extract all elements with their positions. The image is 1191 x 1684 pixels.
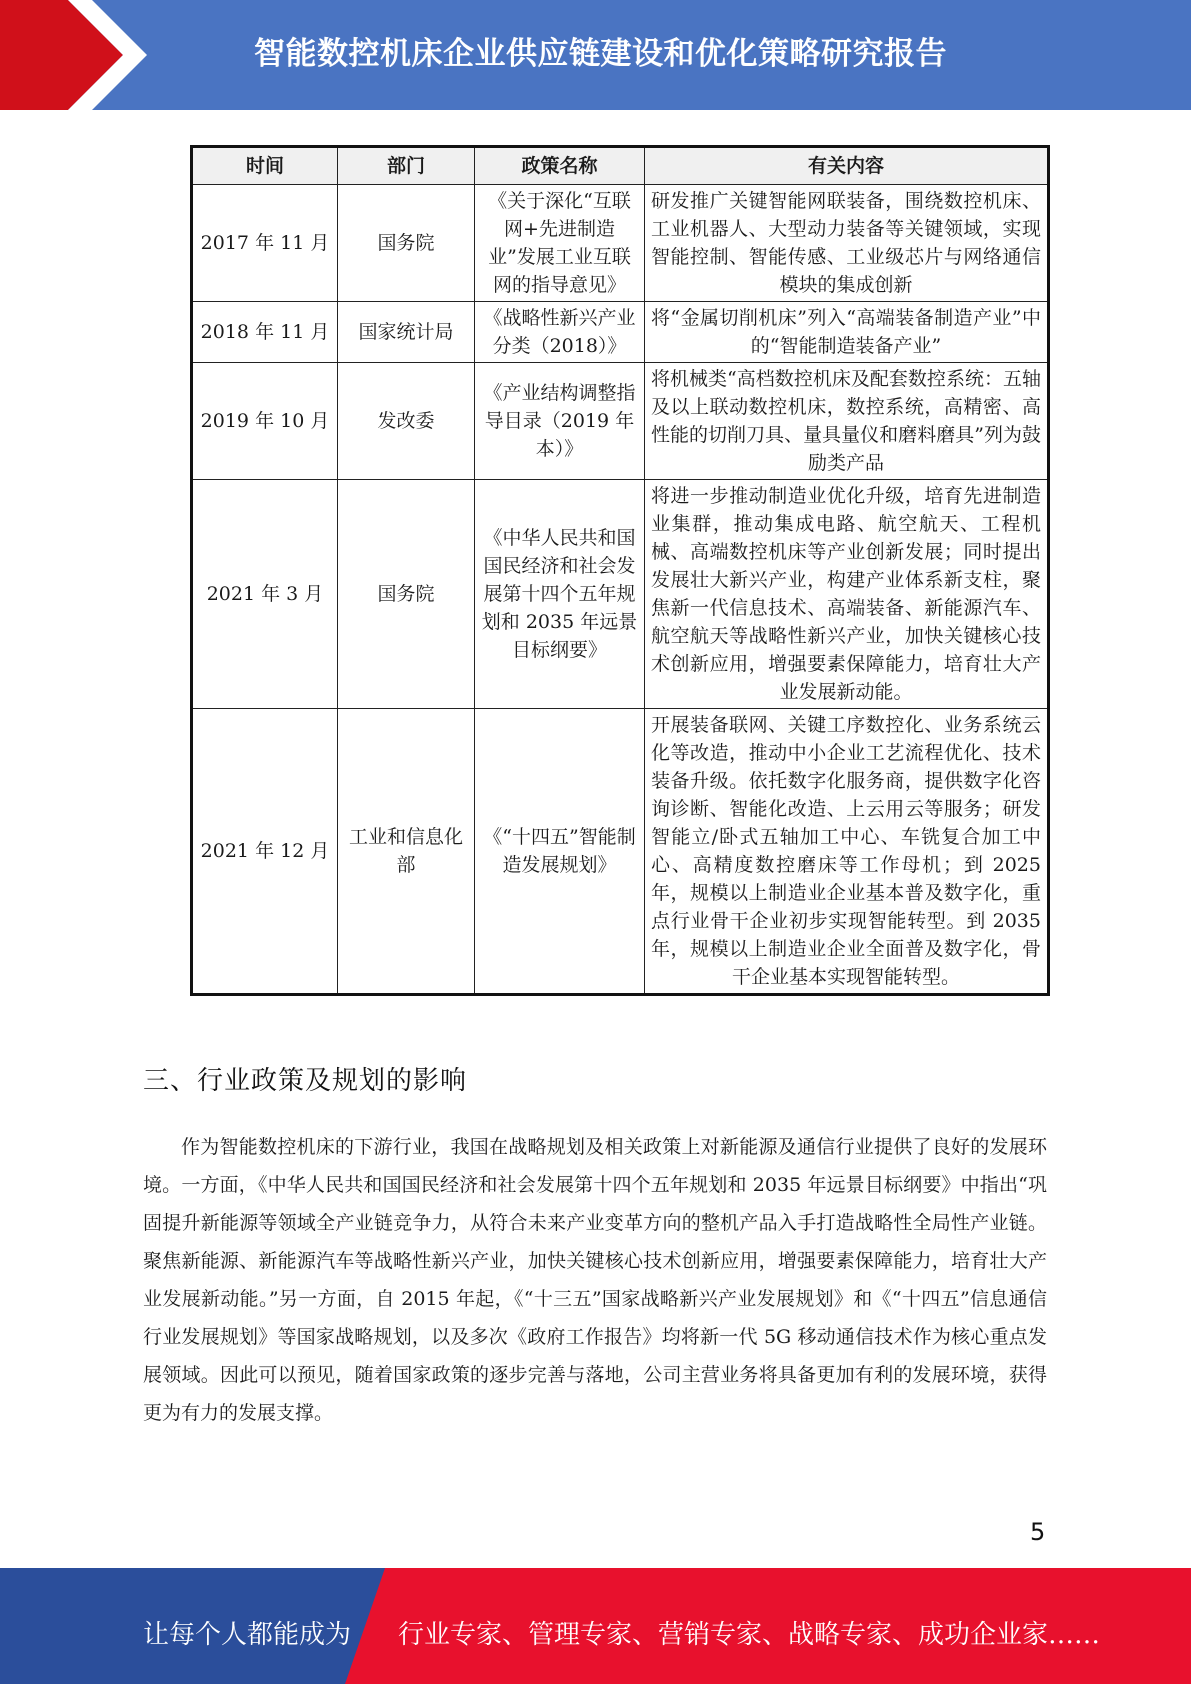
header-policy-name: 政策名称: [475, 147, 645, 185]
cell-dept: 国务院: [338, 480, 475, 709]
header-time: 时间: [192, 147, 338, 185]
header-dept: 部门: [338, 147, 475, 185]
cell-time: 2021 年 12 月: [192, 709, 338, 995]
table-row: [192, 709, 1049, 995]
header-arrow-decoration: [0, 0, 160, 110]
cell-policy-name: 《产业结构调整指导目录（2019 年本）》: [475, 363, 645, 480]
cell-content: 将“金属切削机床”列入“高端装备制造产业”中的“智能制造装备产业”: [645, 302, 1049, 363]
cell-time: 2017 年 11 月: [192, 185, 338, 302]
table-row: [192, 480, 1049, 709]
footer-banner: [0, 1568, 1191, 1684]
cell-content: 研发推广关键智能网联装备，围绕数控机床、工业机器人、大型动力装备等关键领域，实现智能控制、智能传感、工业级芯片与网络通信模块的集成创新: [645, 185, 1049, 302]
body-paragraph: 作为智能数控机床的下游行业，我国在战略规划及相关政策上对新能源及通信行业提供了良好的发展环境。一方面，《中华人民共和国国民经济和社会发展第十四个五年规划和 2035 年远景目标纲要》中指出“巩固提升新能源等领域全产业链竞争力，从符合未来产业变革方向的整机产品入手打造战略性全局性产业链。聚焦新能源、新能源汽车等战略性新兴产业，加快关键核心技术创新应用，增强要素保障能力，培育壮大产业发展新动能。”另一方面，自 2015 年起，《“十三五”国家战略新兴产业发展规划》和《“十四五”信息通信行业发展规划》等国家战略规划，以及多次《政府工作报告》均将新一代 5G 移动通信技术作为核心重点发展领域。因此可以预见，随着国家政策的逐步完善与落地，公司主营业务将具备更加有利的发展环境，获得更为有力的发展支撑。: [143, 1136, 1047, 1424]
cell-dept: 发改委: [338, 363, 475, 480]
cell-content: 将机械类“高档数控机床及配套数控系统：五轴及以上联动数控机床，数控系统，高精密、高性能的切削刀具、量具量仪和磨料磨具”列为鼓励类产品: [645, 363, 1049, 480]
policy-table: [190, 145, 1050, 996]
page-number: 5: [1030, 1518, 1046, 1546]
footer-slogan-right: 行业专家、管理专家、营销专家、战略专家、成功企业家……: [398, 1620, 1101, 1650]
table-header-row: [192, 147, 1049, 185]
cell-dept: 工业和信息化部: [338, 709, 475, 995]
cell-dept: 国家统计局: [338, 302, 475, 363]
cell-time: 2021 年 3 月: [192, 480, 338, 709]
cell-time: 2019 年 10 月: [192, 363, 338, 480]
table-row: [192, 185, 1049, 302]
table-row: [192, 302, 1049, 363]
cell-policy-name: 《战略性新兴产业分类（2018）》: [475, 302, 645, 363]
cell-policy-name: 《中华人民共和国国民经济和社会发展第十四个五年规划和 2035 年远景目标纲要》: [475, 480, 645, 709]
cell-content: 开展装备联网、关键工序数控化、业务系统云化等改造，推动中小企业工艺流程优化、技术装备升级。依托数字化服务商，提供数字化咨询诊断、智能化改造、上云用云等服务；研发智能立/卧式五轴加工中心、车铣复合加工中心、高精度数控磨床等工作母机；到 2025 年，规模以上制造业企业基本普及数字化，重点行业骨干企业初步实现智能转型。到 2035 年，规模以上制造业企业全面普及数字化，骨干企业基本实现智能转型。: [645, 709, 1049, 995]
cell-policy-name: 《“十四五”智能制造发展规划》: [475, 709, 645, 995]
header-banner: [0, 0, 1191, 110]
cell-content: 将进一步推动制造业优化升级，培育先进制造业集群，推动集成电路、航空航天、工程机械、高端数控机床等产业创新发展；同时提出发展壮大新兴产业，构建产业体系新支柱，聚焦新一代信息技术、高端装备、新能源汽车、航空航天等战略性新兴产业，加快关键核心技术创新应用，增强要素保障能力，培育壮大产业发展新动能。: [645, 480, 1049, 709]
report-title: 智能数控机床企业供应链建设和优化策略研究报告: [254, 36, 947, 72]
cell-policy-name: 《关于深化“互联网+先进制造业”发展工业互联网的指导意见》: [475, 185, 645, 302]
cell-dept: 国务院: [338, 185, 475, 302]
table-row: [192, 363, 1049, 480]
cell-time: 2018 年 11 月: [192, 302, 338, 363]
header-content: 有关内容: [645, 147, 1049, 185]
footer-slogan-left: 让每个人都能成为: [143, 1620, 352, 1650]
section-heading: 三、行业政策及规划的影响: [143, 1066, 468, 1096]
